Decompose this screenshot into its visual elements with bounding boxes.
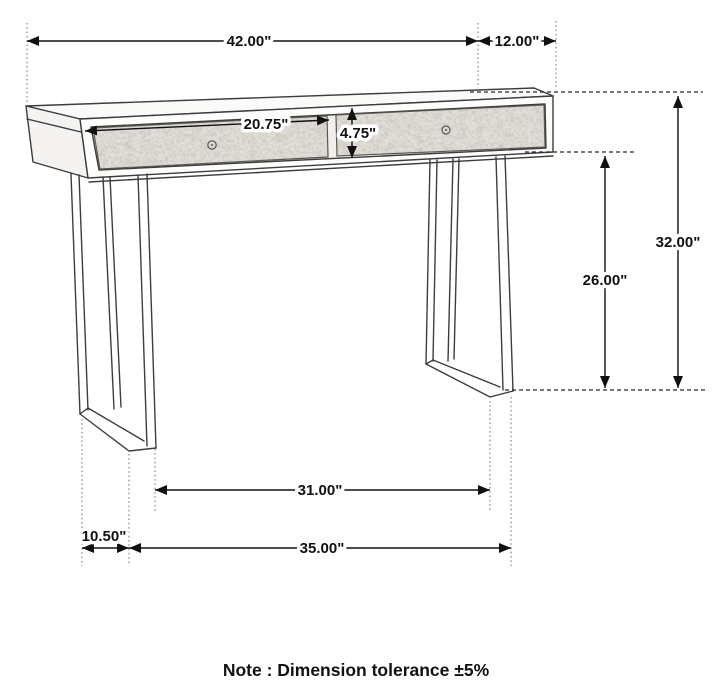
dim-drawer-width-label: 20.75" (243, 116, 289, 133)
right-leg-back-inner (433, 160, 437, 361)
left-drawer-knob-dot (211, 144, 213, 146)
table-body (26, 88, 553, 182)
dim-inner-leg-span-label: 31.00" (297, 482, 343, 499)
left-leg-front-inner (138, 175, 147, 446)
right-leg-runner-bottom (426, 364, 513, 397)
right-leg-front-inner (496, 157, 503, 390)
dim-side-depth-label: 12.00" (494, 33, 540, 50)
dim-drawer-height-label: 4.75" (339, 125, 377, 142)
left-leg-runner-top (88, 408, 144, 441)
left-leg-back-inner (79, 175, 88, 410)
left-leg-runner-cap (80, 408, 88, 414)
left-leg (71, 174, 156, 451)
right-leg-depth-line1 (448, 159, 453, 361)
dim-clearance-height-label: 26.00" (582, 272, 628, 289)
right-leg-depth-line2 (454, 159, 459, 359)
dim-outer-leg-span-label: 35.00" (299, 540, 345, 557)
dim-overall-height-label: 32.00" (655, 234, 701, 251)
left-leg-front-outer (147, 174, 156, 448)
right-drawer-knob-dot (445, 129, 447, 131)
left-leg-runner-bottom (80, 414, 156, 451)
right-leg-back-outer (426, 160, 430, 364)
right-leg-front-outer (505, 156, 513, 391)
dim-side-depth (478, 21, 556, 90)
dim-clearance-height (525, 152, 636, 388)
tolerance-note: Note : Dimension tolerance ±5% (222, 660, 490, 680)
dim-top-length-label: 42.00" (226, 33, 272, 50)
right-leg-runner-cap (426, 360, 433, 364)
right-leg (426, 156, 513, 397)
left-leg-back-outer (71, 174, 80, 414)
dim-leg-depth-label: 10.50" (81, 528, 127, 545)
